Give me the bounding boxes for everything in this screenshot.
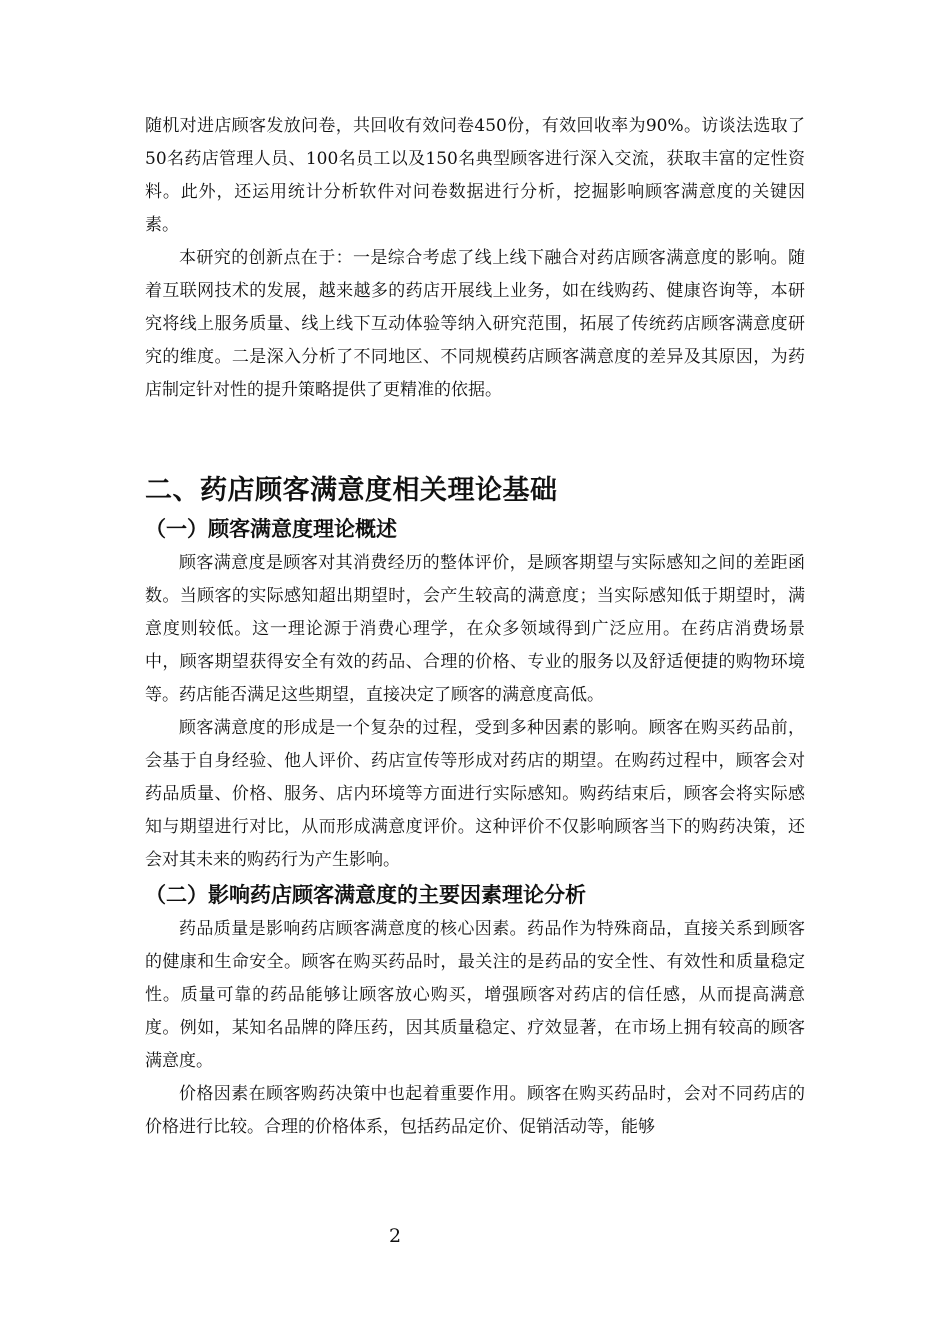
body-paragraph-methods: 随机对进店顾客发放问卷，共回收有效问卷450份，有效回收率为90%。访谈法选取了50名药店管理人员、100名员工以及150名典型顾客进行深入交流，获取丰富的定性资料。此外，还运用统计分析软件对问卷数据进行分析，挖掘影响顾客满意度的关键因素。 — [145, 116, 805, 235]
body-paragraph-innovation: 本研究的创新点在于：一是综合考虑了线上线下融合对药店顾客满意度的影响。随着互联网技术的发展，越来越多的药店开展线上业务，如在线购药、健康咨询等，本研究将线上服务质量、线上线下互动体验等纳入研究范围，拓展了传统药店顾客满意度研究的维度。二是深入分析了不同地区、不同规模药店顾客满意度的差异及其原因，为药店制定针对性的提升策略提供了更精准的依据。 — [145, 248, 805, 400]
section-heading: 二、药店顾客满意度相关理论基础 — [145, 475, 558, 506]
subsection-heading-1: （一）顾客满意度理论概述 — [145, 517, 397, 541]
body-paragraph-theory-2: 顾客满意度的形成是一个复杂的过程，受到多种因素的影响。顾客在购买药品前，会基于自身经验、他人评价、药店宣传等形成对药店的期望。在购药过程中，顾客会对药品质量、价格、服务、店内环境等方面进行实际感知。购药结束后，顾客会将实际感知与期望进行对比，从而形成满意度评价。这种评价不仅影响顾客当下的购药决策，还会对其未来的购药行为产生影响。 — [145, 718, 805, 870]
subsection-heading-2: （二）影响药店顾客满意度的主要因素理论分析 — [145, 883, 586, 907]
page-body — [145, 110, 805, 1144]
section-spacer — [145, 407, 805, 471]
body-paragraph-theory-1: 顾客满意度是顾客对其消费经历的整体评价，是顾客期望与实际感知之间的差距函数。当顾客的实际感知超出期望时，会产生较高的满意度；当实际感知低于期望时，满意度则较低。这一理论源于消费心理学，在众多领域得到广泛应用。在药店消费场景中，顾客期望获得安全有效的药品、合理的价格、专业的服务以及舒适便捷的购物环境等。药店能否满足这些期望，直接决定了顾客的满意度高低。 — [145, 553, 805, 705]
page-number: 2 — [388, 1225, 402, 1247]
body-paragraph-factors-1: 药品质量是影响药店顾客满意度的核心因素。药品作为特殊商品，直接关系到顾客的健康和生命安全。顾客在购买药品时，最关注的是药品的安全性、有效性和质量稳定性。质量可靠的药品能够让顾客放心购买，增强顾客对药店的信任感，从而提高满意度。例如，某知名品牌的降压药，因其质量稳定、疗效显著，在市场上拥有较高的顾客满意度。 — [145, 919, 805, 1071]
body-paragraph-factors-2: 价格因素在顾客购药决策中也起着重要作用。顾客在购买药品时，会对不同药店的价格进行比较。合理的价格体系，包括药品定价、促销活动等，能够 — [145, 1084, 805, 1137]
